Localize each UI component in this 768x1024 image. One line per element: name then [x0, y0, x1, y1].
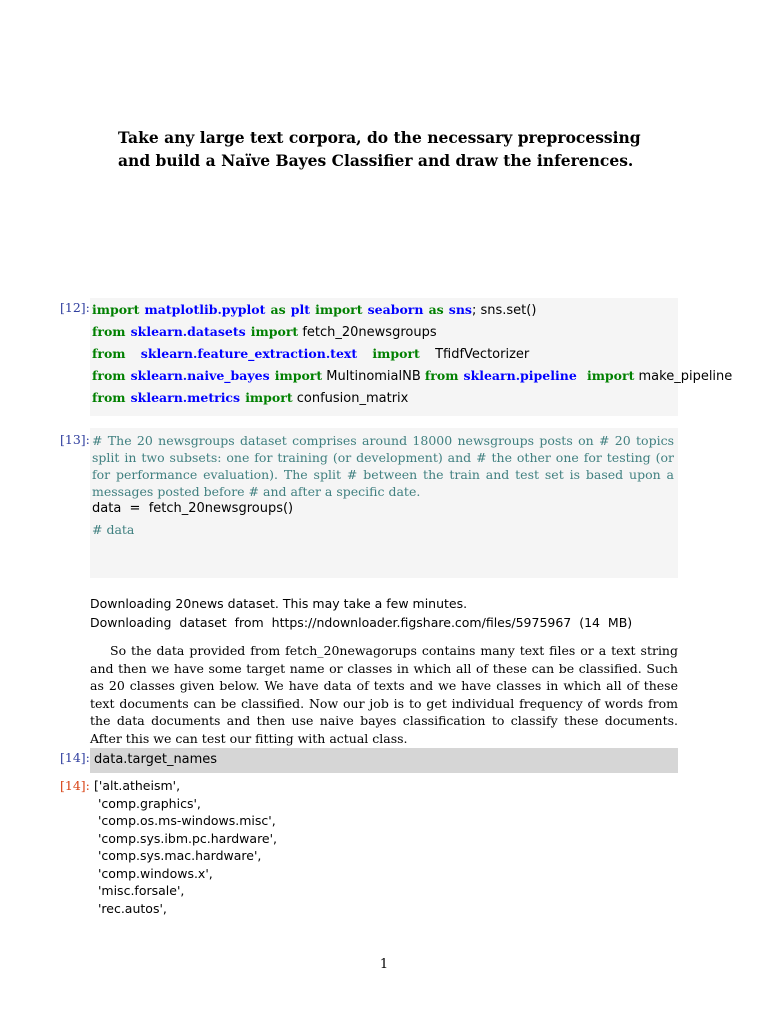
keyword: import: [245, 390, 293, 405]
code-line-3: [92, 342, 529, 364]
code-text: ; sns.set(): [471, 303, 537, 318]
keyword: as: [270, 302, 286, 317]
code-line-4: [92, 364, 732, 386]
code-cell-13[interactable]: [90, 428, 678, 578]
list-item: 'rec.autos',: [94, 900, 167, 916]
code-line-2: [92, 320, 437, 342]
code-text: data = fetch_20newsgroups(): [92, 501, 294, 516]
module-name: plt: [290, 302, 311, 317]
code-text: fetch_20newsgroups: [298, 325, 437, 340]
list-item: 'comp.sys.mac.hardware',: [94, 848, 262, 863]
module-name: matplotlib.pyplot: [144, 302, 266, 317]
keyword: import: [315, 302, 363, 317]
keyword: from: [92, 368, 126, 383]
page-title: Take any large text corpora, do the necessary preprocessing and build a Naïve Bayes Classifier and draw the inferences.: [118, 128, 641, 170]
module-name: sns: [448, 302, 472, 317]
cell-14-output-prompt: [14]:: [60, 778, 90, 793]
list-item: 'misc.forsale',: [94, 883, 185, 898]
code-cell-12[interactable]: [90, 298, 733, 416]
output-line: Downloading 20news dataset. This may take a few minutes.: [90, 596, 468, 611]
module-name: seaborn: [367, 302, 424, 317]
keyword: import: [586, 368, 635, 383]
code-text: MultinomialNB: [322, 369, 425, 384]
code-line-1: [92, 298, 536, 320]
cell-13-input-prompt: [13]:: [60, 432, 90, 447]
code-cell-14[interactable]: [90, 748, 678, 773]
cell-13-output: [90, 594, 678, 636]
cell-14-output: [90, 777, 678, 922]
list-item: 'comp.os.ms-windows.misc',: [94, 813, 276, 828]
page-number: 1: [379, 957, 389, 972]
code-text: TfidfVectorizer: [435, 347, 530, 362]
code-text: confusion_matrix: [292, 391, 409, 406]
code-line-5: [92, 386, 408, 408]
keyword: from: [92, 346, 126, 361]
code-text: data.target_names: [94, 752, 218, 767]
list-item: 'comp.graphics',: [94, 795, 201, 811]
keyword: import: [250, 324, 299, 339]
keyword: import: [372, 346, 420, 361]
module-name: sklearn.feature_extraction.text: [140, 346, 358, 361]
keyword: import: [274, 368, 323, 383]
cell-14-input-prompt: [14]:: [60, 750, 90, 765]
module-name: sklearn.naive_bayes: [130, 368, 270, 383]
cell-12-input-prompt: [12]:: [60, 300, 90, 315]
list-item: 'comp.sys.ibm.pc.hardware',: [94, 830, 278, 846]
list-item: 'comp.windows.x',: [94, 865, 213, 881]
code-comment: # data: [92, 522, 135, 537]
keyword: from: [424, 368, 459, 383]
keyword: import: [92, 302, 140, 317]
code-text: make_pipeline: [634, 369, 733, 384]
keyword: as: [428, 302, 444, 317]
module-name: sklearn.metrics: [130, 390, 241, 405]
list-item: ['alt.atheism',: [94, 778, 181, 793]
module-name: sklearn.datasets: [130, 324, 246, 339]
code-comment: # The 20 newsgroups dataset comprises around 18000 newsgroups posts on # 20 topics split in two subsets: one for training (or development) and # the other one for testing (or for performance evaluation). The split # between the train and test set is based upon a messages posted before # and after a specific date.: [92, 433, 674, 499]
explanation-paragraph: [90, 642, 678, 747]
keyword: from: [92, 390, 126, 405]
paragraph-text: So the data provided from fetch_20newagorups contains many text files or a text string and then we have some target name or classes in which all of these can be classified. Such as 20 classes given below. We have data of texts and we have classes in which all of these text documents can be classified. Now our job is to get individual frequency of words from the data documents and then use naive bayes classification to classify these documents. After this we can test our fitting with actual class.: [90, 643, 678, 746]
output-line: Downloading dataset from https://ndownloader.figshare.com/files/5975967 (14 MB): [90, 615, 633, 630]
keyword: from: [92, 324, 126, 339]
module-name: sklearn.pipeline: [463, 368, 577, 383]
